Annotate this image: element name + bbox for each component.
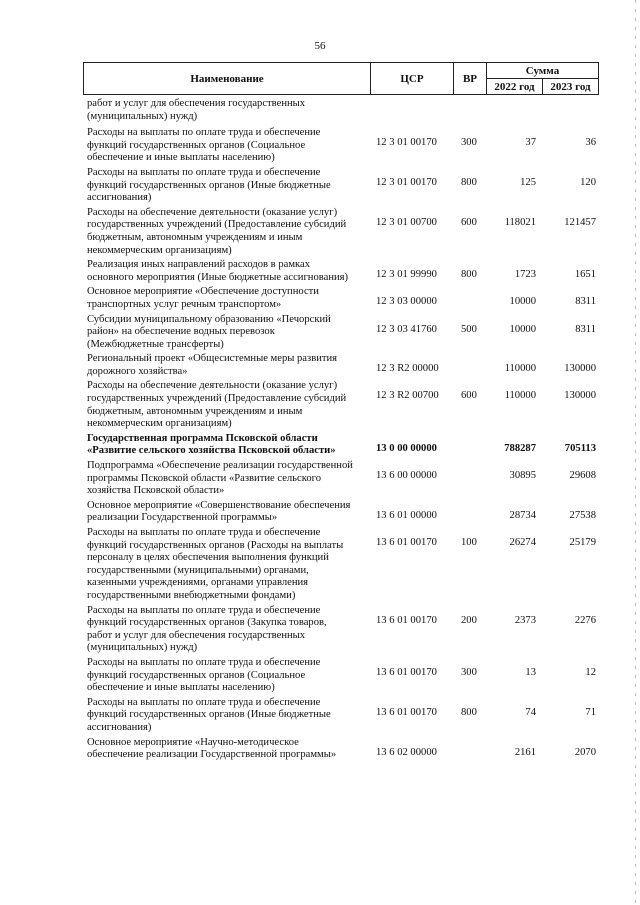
row-csr: 12 3 R2 00000	[376, 363, 439, 375]
row-vr: 300	[461, 666, 477, 678]
row-vr: 800	[461, 269, 477, 281]
row-name: Основное мероприятие «Научно-методическое обеспечение реализации Государственной программы»	[87, 736, 337, 761]
row-name: Расходы на обеспечение деятельности (оказание услуг) государственных учреждений (Предоставление субсидий бюджетным, автономным учреждениям и иным некоммерческим организациям)	[87, 206, 347, 256]
table-row	[87, 286, 602, 311]
row-name: Государственная программа Псковской области «Развитие сельского хозяйства Псковской области»	[87, 432, 336, 457]
row-2022: 118021	[504, 216, 536, 228]
row-vr: 500	[461, 323, 477, 335]
row-2022: 28734	[509, 509, 536, 521]
table-row	[87, 433, 602, 458]
row-csr: 12 3 01 00170	[376, 176, 437, 188]
row-vr: 100	[461, 537, 477, 548]
row-csr: 13 6 01 00170	[376, 706, 437, 718]
row-name: Реализация иных направлений расходов в рамках основного мероприятия (Иные бюджетные ассигнования)	[87, 259, 349, 283]
row-name: Региональный проект «Общесистемные меры развития дорожного хозяйства»	[87, 353, 338, 377]
row-name: Основное мероприятие «Обеспечение доступности транспортных услуг речным транспортом»	[87, 286, 319, 310]
table-row	[87, 207, 602, 257]
row-2023: 121457	[564, 216, 596, 228]
row-name: Расходы на выплаты по оплате труда и обеспечение функций государственных органов (Иные бюджетные ассигнования)	[87, 166, 331, 204]
row-2022: 13	[525, 666, 536, 678]
page-number: 56	[314, 40, 326, 52]
row-2023: 120	[580, 176, 596, 188]
header-sum: Сумма	[486, 62, 599, 79]
row-2022: 37	[525, 137, 536, 149]
row-csr: 13 6 01 00170	[376, 614, 437, 626]
table-body	[87, 96, 602, 762]
table-row	[87, 737, 602, 762]
row-2023: 130000	[564, 363, 596, 375]
row-csr: 13 0 00 00000	[376, 442, 437, 454]
row-2022: 10000	[509, 323, 536, 335]
table-row	[87, 380, 602, 430]
row-2023: 130000	[564, 390, 596, 402]
row-vr: 600	[461, 390, 477, 402]
row-name: Расходы на выплаты по оплате труда и обеспечение функций государственных органов (Иные бюджетные ассигнования)	[87, 696, 331, 733]
row-2023: 29608	[569, 470, 596, 482]
row-csr: 13 6 01 00170	[376, 666, 437, 678]
row-2022: 10000	[509, 296, 536, 308]
row-name: Расходы на обеспечение деятельности (оказание услуг) государственных учреждений (Предоставление субсидий бюджетным, автономным учреждениям и иным некоммерческим организациям)	[87, 380, 347, 430]
table-row	[87, 353, 602, 378]
table-header	[83, 62, 599, 95]
row-2023: 8311	[575, 296, 596, 308]
row-csr: 12 3 03 41760	[376, 323, 437, 335]
table-row	[87, 127, 602, 165]
row-vr: 200	[461, 614, 477, 626]
row-csr: 13 6 00 00000	[376, 470, 437, 482]
table-row	[87, 605, 602, 655]
table-row	[87, 460, 602, 498]
row-2022: 788287	[504, 442, 536, 454]
row-2022: 110000	[504, 390, 536, 402]
row-2023: 25179	[569, 537, 596, 548]
table-row	[87, 527, 602, 603]
row-name: Расходы на выплаты по оплате труда и обеспечение функций государственных органов (Расходы на выплаты персоналу в целях обеспечения выполнения функций государственными (муниципальными) органами, казенными учреждениями, органами управления государственными внебюджетными фондами)	[87, 527, 344, 601]
row-2022: 26274	[509, 537, 536, 548]
row-vr: 300	[461, 137, 477, 149]
row-csr: 13 6 01 00000	[376, 509, 437, 521]
table-row	[87, 314, 602, 352]
row-2023: 2070	[574, 746, 596, 758]
row-2023: 705113	[564, 442, 596, 454]
row-name: Расходы на выплаты по оплате труда и обеспечение функций государственных органов (Социальное обеспечение и иные выплаты населению)	[87, 656, 321, 694]
row-csr: 12 3 01 99990	[376, 269, 437, 281]
row-2023: 1651	[574, 269, 596, 281]
row-name: Подпрограмма «Обеспечение реализации государственной программы Псковской области «Развитие сельского хозяйства Псковской области»	[87, 460, 353, 497]
header-year-2022: 2022 год	[486, 78, 543, 95]
row-name: Расходы на выплаты по оплате труда и обеспечение функций государственных органов (Закупка товаров, работ и услуг для обеспечения государственных (муниципальных) нужд)	[87, 604, 327, 654]
row-vr: 800	[461, 176, 477, 188]
header-name: Наименование	[83, 62, 371, 95]
row-name: Основное мероприятие «Совершенствование обеспечения реализации Государственной программы»	[87, 499, 351, 524]
row-2023: 12	[585, 666, 596, 678]
row-name: Субсидии муниципальному образованию «Печорский район» на обеспечение водных перевозок (Межбюджетные трансферты)	[87, 313, 331, 350]
row-vr: 800	[461, 706, 477, 718]
row-name: работ и услуг для обеспечения государственных (муниципальных) нужд)	[87, 98, 306, 122]
row-csr: 12 3 R2 00700	[376, 390, 439, 402]
table-row	[87, 98, 602, 123]
row-2023: 27538	[569, 509, 596, 521]
row-2023: 71	[585, 706, 596, 718]
table-row	[87, 657, 602, 695]
row-2023: 36	[585, 137, 596, 149]
row-vr: 600	[461, 216, 477, 228]
table-row	[87, 259, 602, 284]
row-csr: 12 3 01 00170	[376, 137, 437, 149]
row-2022: 74	[525, 706, 536, 718]
row-2022: 2373	[514, 614, 536, 626]
row-2022: 30895	[509, 470, 536, 482]
row-csr: 13 6 02 00000	[376, 746, 437, 758]
table-row	[87, 697, 602, 735]
header-csr: ЦСР	[370, 62, 454, 95]
row-2022: 2161	[514, 746, 536, 758]
row-2022: 125	[520, 176, 536, 188]
row-csr: 12 3 01 00700	[376, 216, 437, 228]
row-csr: 13 6 01 00170	[376, 537, 437, 548]
row-2022: 110000	[504, 363, 536, 375]
header-vr: ВР	[453, 62, 487, 95]
table-row	[87, 167, 602, 205]
table-row	[87, 500, 602, 525]
row-2022: 1723	[514, 269, 536, 281]
row-name: Расходы на выплаты по оплате труда и обеспечение функций государственных органов (Социальное обеспечение и иные выплаты населению)	[87, 127, 321, 164]
row-2023: 2276	[574, 614, 596, 626]
page-edge	[635, 0, 636, 905]
row-2023: 8311	[575, 323, 596, 335]
row-csr: 12 3 03 00000	[376, 296, 437, 308]
header-year-2023: 2023 год	[542, 78, 599, 95]
